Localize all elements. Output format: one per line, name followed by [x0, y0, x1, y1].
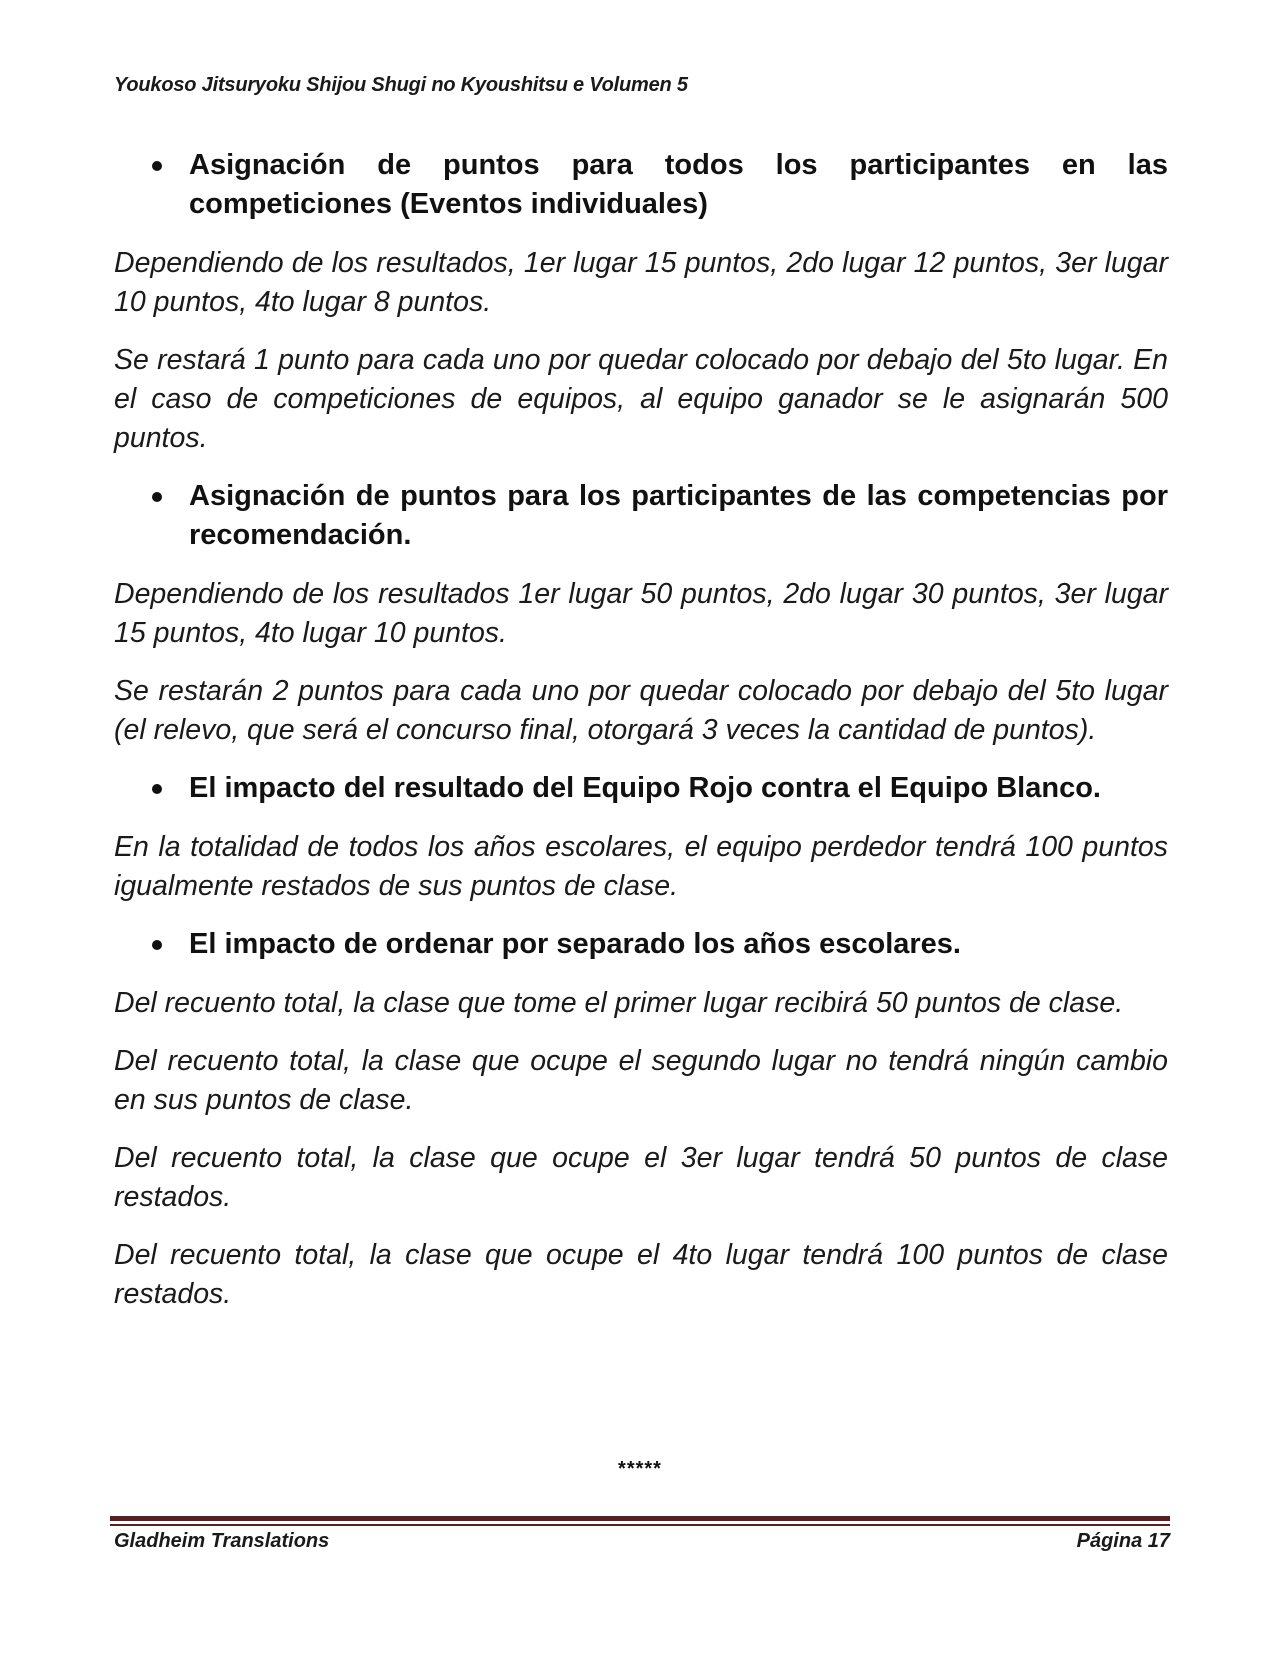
page-number: Página 17: [1076, 1530, 1170, 1552]
page-header-title: Youkoso Jitsuryoku Shijou Shugi no Kyoushitsu e Volumen 5: [114, 74, 688, 96]
section-heading: [114, 769, 1168, 808]
section-heading-text: Asignación de puntos para los participantes de las competencias por recomendación.: [189, 480, 1168, 551]
paragraph: Del recuento total, la clase que ocupe el segundo lugar no tendrá ningún cambio en sus puntos de clase.: [114, 1045, 1168, 1116]
paragraph: Del recuento total, la clase que ocupe el 4to lugar tendrá 100 puntos de clase restados.: [114, 1239, 1168, 1310]
footer-rule-thin: [110, 1524, 1170, 1526]
paragraph: Dependiendo de los resultados, 1er lugar 15 puntos, 2do lugar 12 puntos, 3er lugar 10 puntos, 4to lugar 8 puntos.: [114, 247, 1168, 318]
section-heading-text: Asignación de puntos para todos los participantes en las competiciones (Eventos individuales): [189, 149, 1168, 220]
bullet-icon: [152, 940, 162, 950]
bullet-icon: [152, 784, 162, 794]
section-heading-text: El impacto de ordenar por separado los años escolares.: [189, 928, 961, 960]
paragraph: Del recuento total, la clase que ocupe el 3er lugar tendrá 50 puntos de clase restados.: [114, 1142, 1168, 1213]
section-heading: [114, 477, 1168, 555]
section-heading: [114, 925, 1168, 964]
footer-rule: [110, 1516, 1170, 1521]
paragraph: En la totalidad de todos los años escolares, el equipo perdedor tendrá 100 puntos igualmente restados de sus puntos de clase.: [114, 831, 1168, 902]
paragraph: Dependiendo de los resultados 1er lugar 50 puntos, 2do lugar 30 puntos, 3er lugar 15 puntos, 4to lugar 10 puntos.: [114, 578, 1168, 649]
page-content: [114, 146, 1168, 1333]
bullet-icon: [152, 161, 162, 171]
section-heading: [114, 146, 1168, 224]
paragraph: Se restará 1 punto para cada uno por quedar colocado por debajo del 5to lugar. En el caso de competiciones de equipos, al equipo ganador se le asignarán 500 puntos.: [114, 344, 1168, 454]
footer-credit: Gladheim Translations: [114, 1530, 330, 1552]
bullet-icon: [152, 492, 162, 502]
section-separator: *****: [618, 1458, 662, 1480]
paragraph: Se restarán 2 puntos para cada uno por quedar colocado por debajo del 5to lugar (el relevo, que será el concurso final, otorgará 3 veces la cantidad de puntos).: [114, 675, 1168, 746]
section-heading-text: El impacto del resultado del Equipo Rojo contra el Equipo Blanco.: [189, 772, 1101, 804]
paragraph: Del recuento total, la clase que tome el primer lugar recibirá 50 puntos de clase.: [114, 987, 1124, 1019]
